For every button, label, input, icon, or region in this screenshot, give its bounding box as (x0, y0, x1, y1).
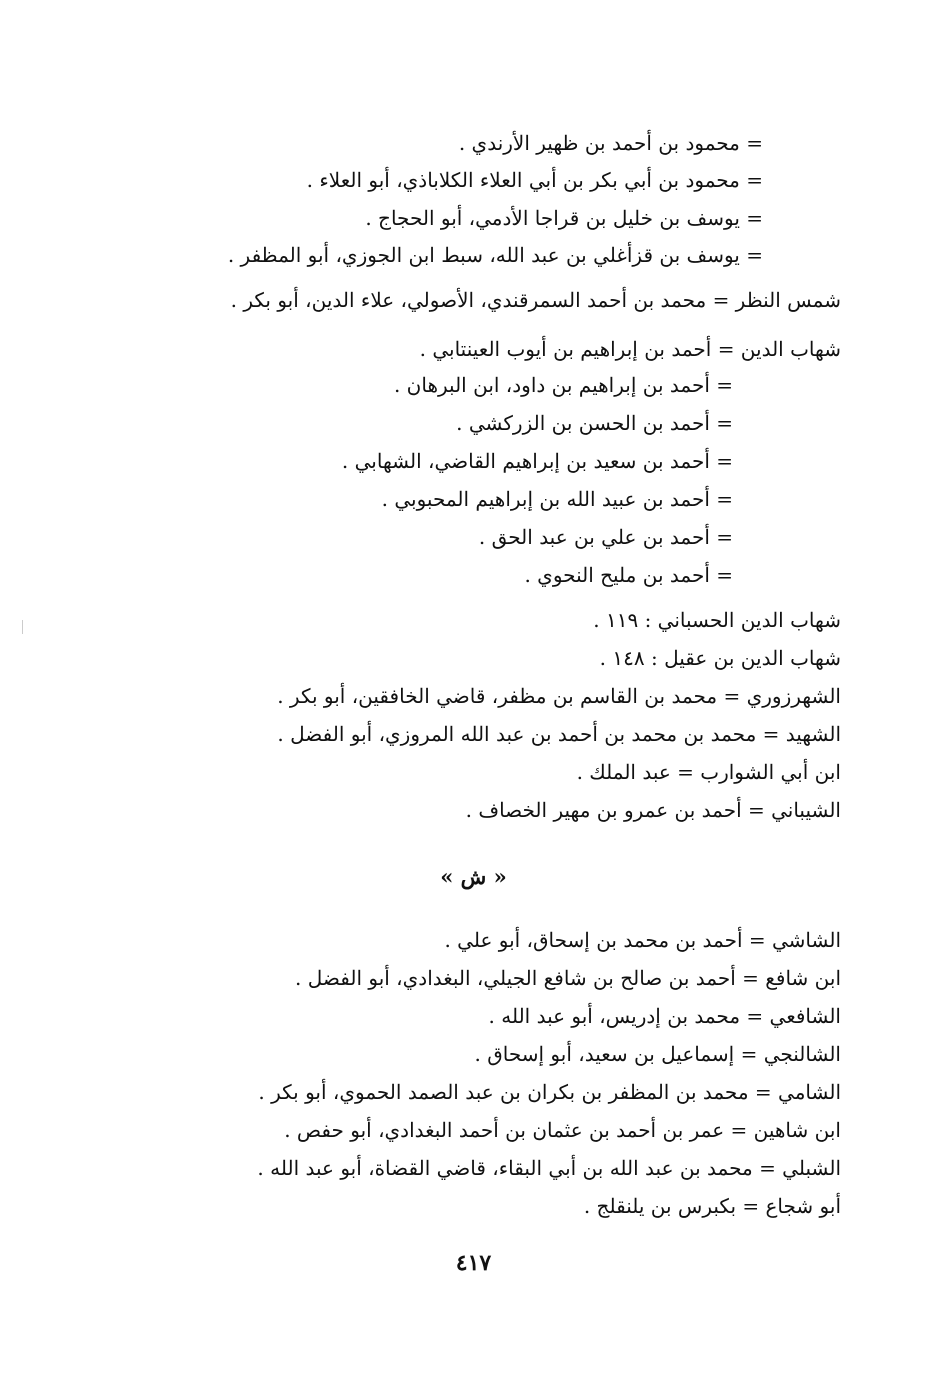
page-fold-mark (22, 620, 23, 634)
entry-line: = محمود بن أبي بكر بن أبي العلاء الكلاباذي، أبو العلاء . (306, 168, 763, 192)
entry-line: = محمود بن أحمد بن ظهير الأرندي . (458, 131, 763, 155)
entry-line: الشامي = محمد بن المظفر بن بكران بن عبد الصمد الحموي، أبو بكر . (258, 1080, 841, 1104)
entry-line: الشاشي = أحمد بن محمد بن إسحاق، أبو علي . (444, 928, 841, 952)
section-heading: « ش » (440, 864, 507, 889)
entry-line: شهاب الدين بن عقيل : ١٤٨ . (599, 646, 841, 670)
entry-line: = أحمد بن علي بن عبد الحق . (478, 525, 733, 549)
entry-line: الشيباني = أحمد بن عمرو بن مهير الخصاف . (465, 798, 841, 822)
entry-line: شهاب الدين = أحمد بن إبراهيم بن أيوب العينتابي . (419, 337, 841, 361)
entry-line: = أحمد بن الحسن بن الزركشي . (456, 411, 733, 435)
entry-line: الشهرزوري = محمد بن القاسم بن مظفر، قاضي الخافقين، أبو بكر . (277, 684, 841, 708)
entry-line: ابن شاهين = عمر بن أحمد بن عثمان بن أحمد البغدادي، أبو حفص . (284, 1118, 841, 1142)
entry-line: = أحمد بن عبيد الله بن إبراهيم المحبوبي . (381, 487, 733, 511)
entry-line: ابن أبي الشوارب = عبد الملك . (576, 760, 841, 784)
page-number: ٤١٧ (455, 1250, 492, 1276)
entry-line: أبو شجاع = بكبرس بن يلنقلج . (583, 1194, 841, 1218)
entry-line: الشبلي = محمد بن عبد الله بن أبي البقاء، قاضي القضاة، أبو عبد الله . (257, 1156, 841, 1180)
entry-line: الشهيد = محمد بن محمد بن أحمد بن عبد الله المروزي، أبو الفضل . (277, 722, 841, 746)
entry-line: شهاب الدين الحسباني : ١١٩ . (593, 608, 841, 632)
entry-line: = أحمد بن إبراهيم بن داود، ابن البرهان . (393, 373, 733, 397)
entry-line: شمس النظر = محمد بن أحمد السمرقندي، الأصولي، علاء الدين، أبو بكر . (230, 288, 841, 312)
entry-line: الشافعي = محمد بن إدريس، أبو عبد الله . (488, 1004, 841, 1028)
entry-line: = يوسف بن قزأغلي بن عبد الله، سبط ابن الجوزي، أبو المظفر . (227, 243, 763, 267)
entry-line: = أحمد بن مليح النحوي . (524, 563, 733, 587)
entry-line: ابن شافع = أحمد بن صالح بن شافع الجيلي، البغدادي، أبو الفضل . (295, 966, 841, 990)
entry-line: = يوسف بن خليل بن قراجا الأدمي، أبو الحجاج . (365, 206, 763, 230)
entry-line: الشالنجي = إسماعيل بن سعيد، أبو إسحاق . (474, 1042, 841, 1066)
entry-line: = أحمد بن سعيد بن إبراهيم القاضي، الشهابي . (341, 449, 733, 473)
